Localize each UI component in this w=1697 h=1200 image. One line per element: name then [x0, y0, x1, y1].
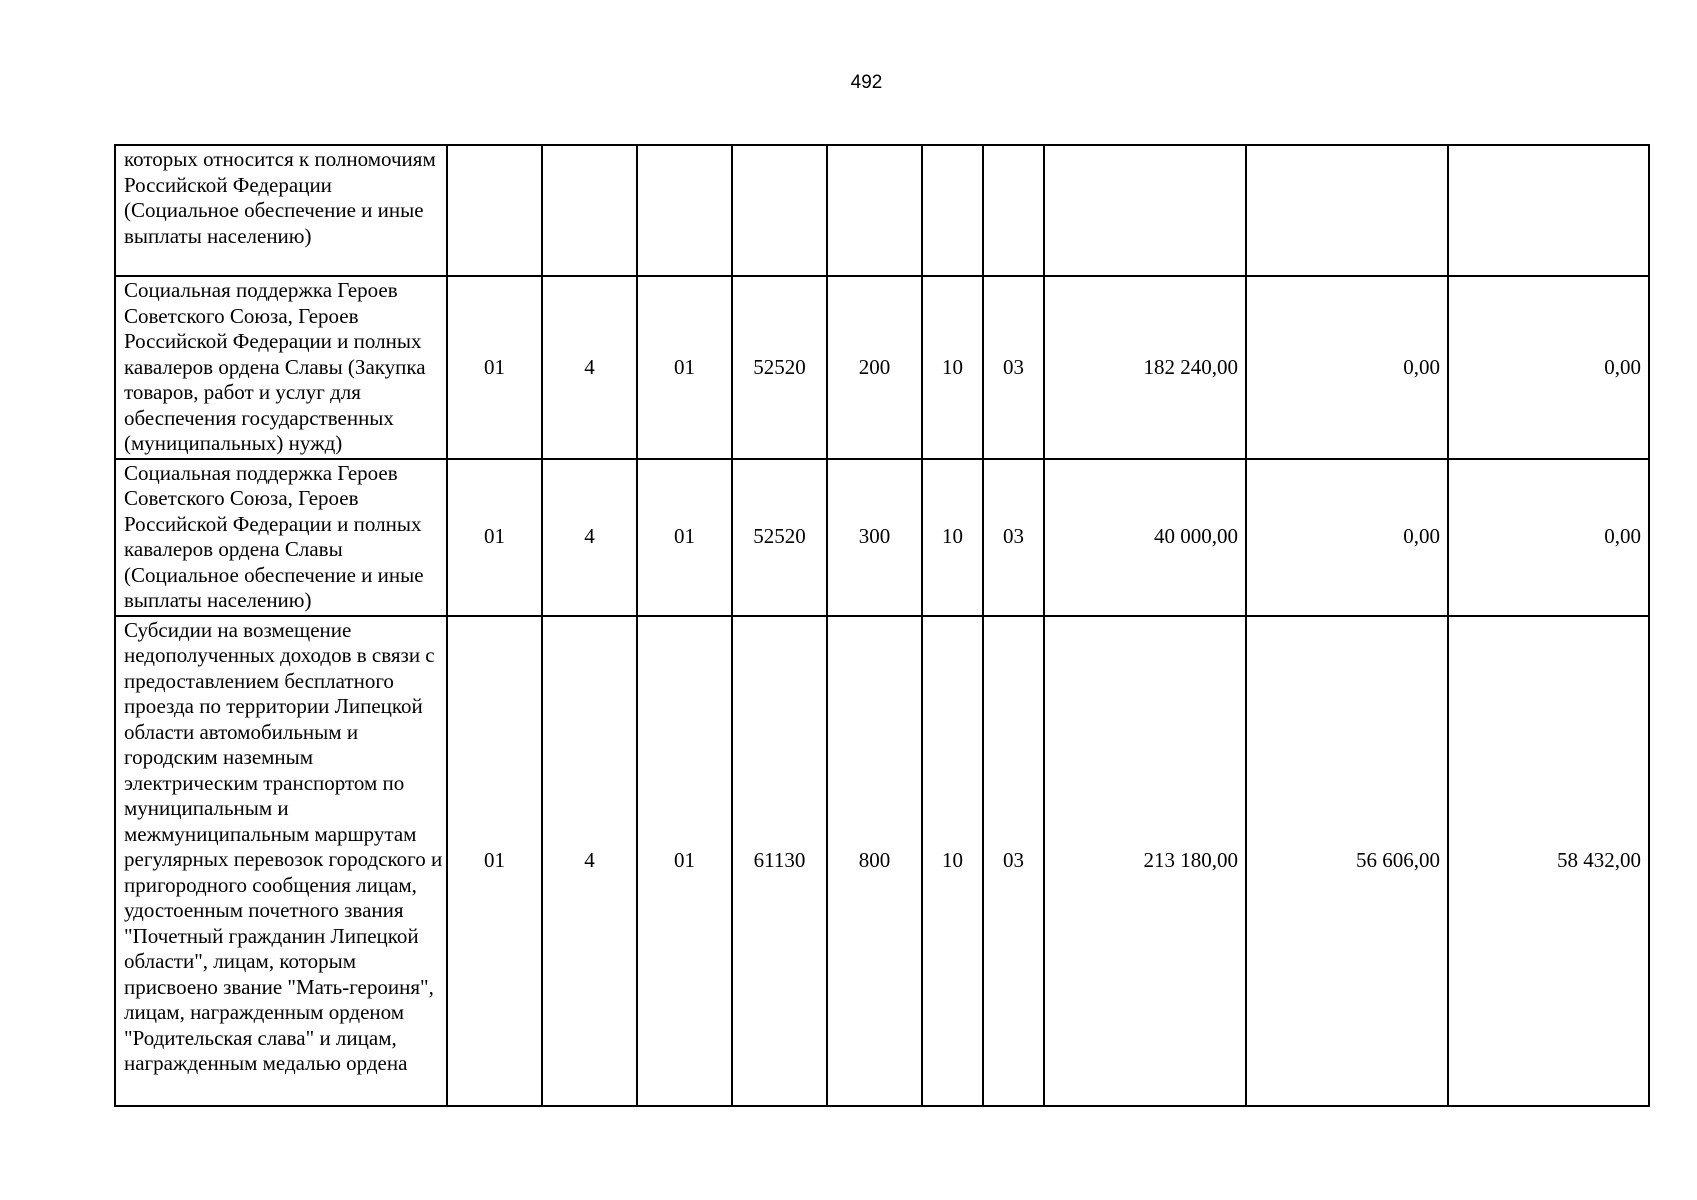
- table-row: [115, 145, 1649, 276]
- section-code: 10: [922, 616, 983, 1106]
- row-description: которых относится к полномочиям Российской Федерации (Социальное обеспечение и иные выплаты населению): [115, 145, 447, 276]
- subprogram-code: 4: [542, 616, 637, 1106]
- budget-table: [114, 144, 1650, 1107]
- amount-year-2: 0,00: [1246, 276, 1448, 459]
- main-activity-code: 01: [637, 276, 732, 459]
- expense-type-code: [827, 145, 922, 276]
- subprogram-code: 4: [542, 459, 637, 616]
- table-row: [115, 276, 1649, 459]
- row-description: Социальная поддержка Героев Советского Союза, Героев Российской Федерации и полных кавалеров ордена Славы (Социальное обеспечение и иные выплаты населению): [115, 459, 447, 616]
- subprogram-code: [542, 145, 637, 276]
- subprogram-code: 4: [542, 276, 637, 459]
- row-description: Субсидии на возмещение недополученных доходов в связи с предоставлением бесплатного проезда по территории Липецкой области автомобильным и городским наземным электрическим транспортом по муниципальным и межмуниципальным маршрутам регулярных перевозок городского и пригородного сообщения лицам, удостоенным почетного звания "Почетный гражданин Липецкой области", лицам, которым присвоено звание "Мать-героиня", лицам, награжденным орденом "Родительская слава" и лицам, награжденным медалью ордена: [115, 616, 447, 1106]
- subsection-code: 03: [983, 276, 1044, 459]
- program-code: 01: [447, 276, 542, 459]
- amount-year-3: 58 432,00: [1448, 616, 1649, 1106]
- subsection-code: [983, 145, 1044, 276]
- program-code: 01: [447, 616, 542, 1106]
- main-activity-code: 01: [637, 616, 732, 1106]
- amount-year-2: 0,00: [1246, 459, 1448, 616]
- subsection-code: 03: [983, 616, 1044, 1106]
- direction-code: [732, 145, 827, 276]
- amount-year-3: 0,00: [1448, 276, 1649, 459]
- section-code: 10: [922, 276, 983, 459]
- amount-year-3: 0,00: [1448, 459, 1649, 616]
- program-code: [447, 145, 542, 276]
- amount-year-1: 213 180,00: [1044, 616, 1246, 1106]
- row-description: Социальная поддержка Героев Советского Союза, Героев Российской Федерации и полных кавалеров ордена Славы (Закупка товаров, работ и услуг для обеспечения государственных (муниципальных) нужд): [115, 276, 447, 459]
- amount-year-1: [1044, 145, 1246, 276]
- main-activity-code: [637, 145, 732, 276]
- amount-year-1: 40 000,00: [1044, 459, 1246, 616]
- section-code: 10: [922, 459, 983, 616]
- amount-year-3: [1448, 145, 1649, 276]
- direction-code: 61130: [732, 616, 827, 1106]
- program-code: 01: [447, 459, 542, 616]
- direction-code: 52520: [732, 276, 827, 459]
- page-number: 492: [850, 72, 883, 93]
- amount-year-2: 56 606,00: [1246, 616, 1448, 1106]
- expense-type-code: 800: [827, 616, 922, 1106]
- subsection-code: 03: [983, 459, 1044, 616]
- section-code: [922, 145, 983, 276]
- main-activity-code: 01: [637, 459, 732, 616]
- table-row: [115, 616, 1649, 1106]
- expense-type-code: 200: [827, 276, 922, 459]
- amount-year-2: [1246, 145, 1448, 276]
- expense-type-code: 300: [827, 459, 922, 616]
- table-row: [115, 459, 1649, 616]
- amount-year-1: 182 240,00: [1044, 276, 1246, 459]
- direction-code: 52520: [732, 459, 827, 616]
